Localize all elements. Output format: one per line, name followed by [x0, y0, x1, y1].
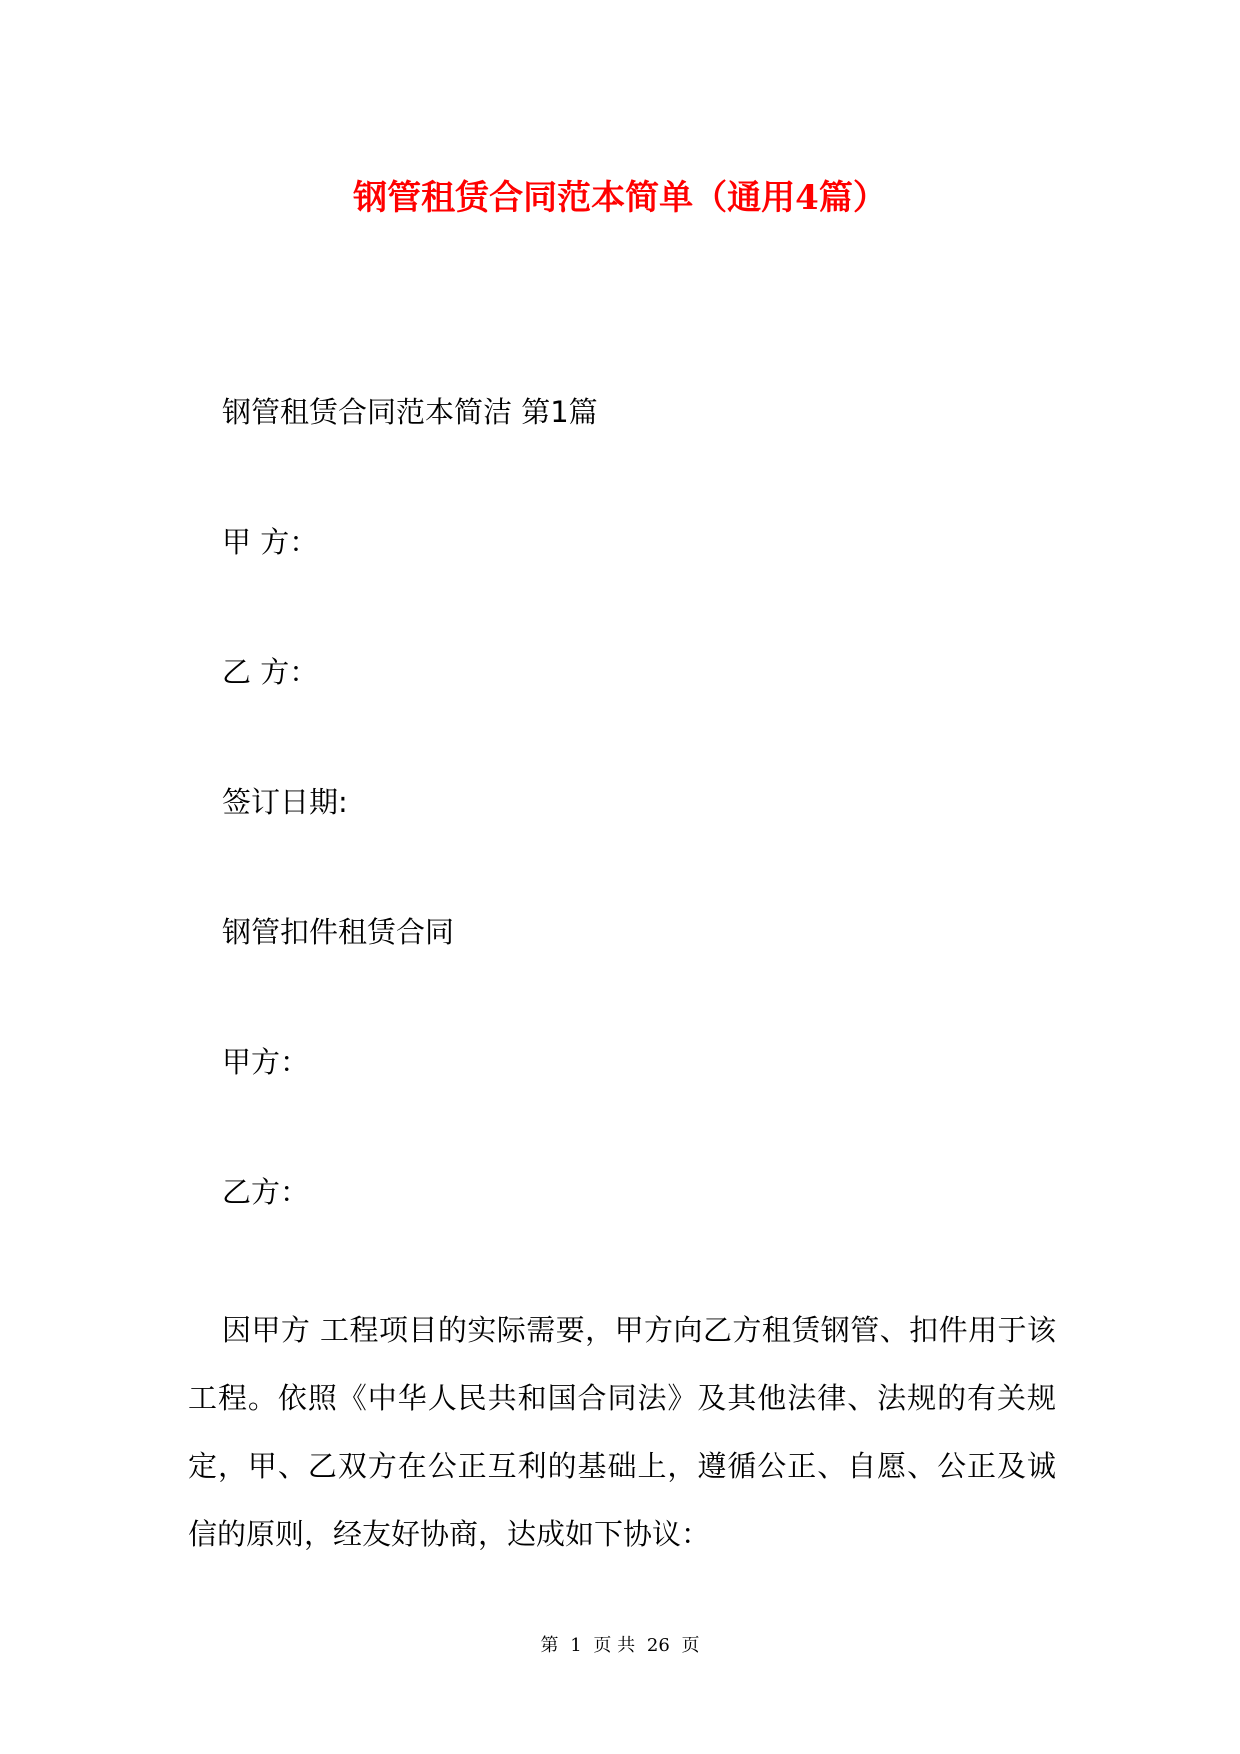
- section-heading: 钢管租赁合同范本简洁 第1篇: [222, 395, 598, 429]
- footer-current-page: 1: [570, 1635, 582, 1656]
- intro-paragraph: 因甲方 工程项目的实际需要，甲方向乙方租赁钢管、扣件用于该工程。依照《中华人民共和国合同法》及其他法律、法规的有关规定，甲、乙双方在公正互利的基础上，遵循公正、自愿、公正及诚信的原则，经友好协商，达成如下协议：: [188, 1313, 1056, 1551]
- party-a-label: 甲 方：: [222, 525, 319, 559]
- contract-subtitle: 钢管扣件租赁合同: [222, 915, 455, 949]
- document-title: 钢管租赁合同范本简单（通用4篇）: [353, 178, 887, 218]
- party-a-label-2: 甲方：: [222, 1045, 310, 1079]
- footer-prefix: 第: [540, 1635, 559, 1656]
- footer-total-pages: 26: [646, 1635, 670, 1656]
- party-b-label: 乙 方：: [222, 655, 319, 689]
- page-footer: [0, 1634, 1240, 1658]
- signing-date-label: 签订日期:: [222, 785, 348, 819]
- party-b-label-2: 乙方：: [222, 1175, 310, 1209]
- footer-middle: 页 共: [593, 1635, 636, 1656]
- footer-suffix: 页: [681, 1635, 700, 1656]
